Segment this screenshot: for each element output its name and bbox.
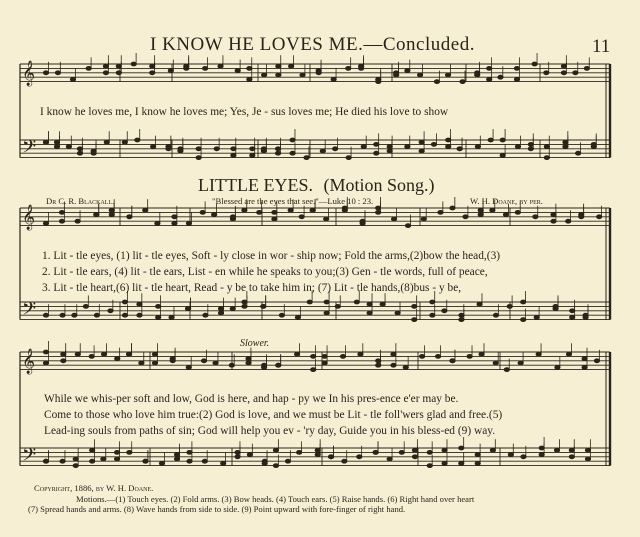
svg-text:𝄢: 𝄢 xyxy=(22,445,37,470)
song-title-main: LITTLE EYES. xyxy=(198,175,313,195)
svg-text:𝄞: 𝄞 xyxy=(22,205,36,230)
copyright-notice: Copyright, 1886, by W. H. Doane. xyxy=(34,483,154,493)
svg-text:𝄢: 𝄢 xyxy=(22,137,37,162)
svg-text:𝄞: 𝄞 xyxy=(22,61,36,86)
motions-line-2: (7) Spread hands and arms. (8) Wave hands from side to side. (9) Point upward with fore-finger of right hand. xyxy=(28,504,406,514)
system3-verse-2: Come to those who love him true:(2) God is love, and we must be Lit - tle foll'wers glad and free.(5) xyxy=(44,409,503,421)
tempo-marking: Slower. xyxy=(240,338,270,349)
system2-verse-3: 3. Lit - tle heart,(6) lit - tle heart, Read - y be to take him in; (7) Lit - tle hands,(8)bus - y be, xyxy=(42,282,462,294)
svg-text:𝄞: 𝄞 xyxy=(22,349,36,374)
system2-verse-1: 1. Lit - tle eyes, (1) lit - tle eyes, Soft - ly close in wor - ship now; Fold the arms,(2)bow the head,(3) xyxy=(42,250,501,262)
epigraph: "Blessed are the eyes that see."—Luke 10 : 23. xyxy=(212,196,374,206)
section1-lyrics: I know he loves me, I know he loves me; Yes, Je - sus loves me; He died his love to show xyxy=(40,106,449,118)
page-number: 11 xyxy=(592,36,611,57)
motions-line-1: Motions.—(1) Touch eyes. (2) Fold arms. (3) Bow heads. (4) Touch ears. (5) Raise hands. (6) Right hand over heart xyxy=(76,494,475,504)
system3-verse-1: While we whis-per soft and low, God is here, and hap - py we In his pres-ence e'er may be. xyxy=(44,393,459,405)
system2-verse-2: 2. Lit - tle ears, (4) lit - tle ears, List - en while he speaks to you;(3) Gen - tle words, full of peace, xyxy=(42,266,488,278)
composer-credit: W. H. Doane, by per. xyxy=(470,196,543,206)
song-title xyxy=(198,175,435,196)
lyricist-credit: Dr C. R. Blackall. xyxy=(46,196,115,206)
page-title: I KNOW HE LOVES ME.—Concluded. xyxy=(150,34,475,55)
system3-verse-3: Lead-ing souls from paths of sin; God will help you ev - 'ry day, Guide you in his bless-ed (9) way. xyxy=(44,425,496,437)
svg-text:𝄢: 𝄢 xyxy=(22,299,37,324)
song-subtitle: (Motion Song.) xyxy=(323,175,435,195)
